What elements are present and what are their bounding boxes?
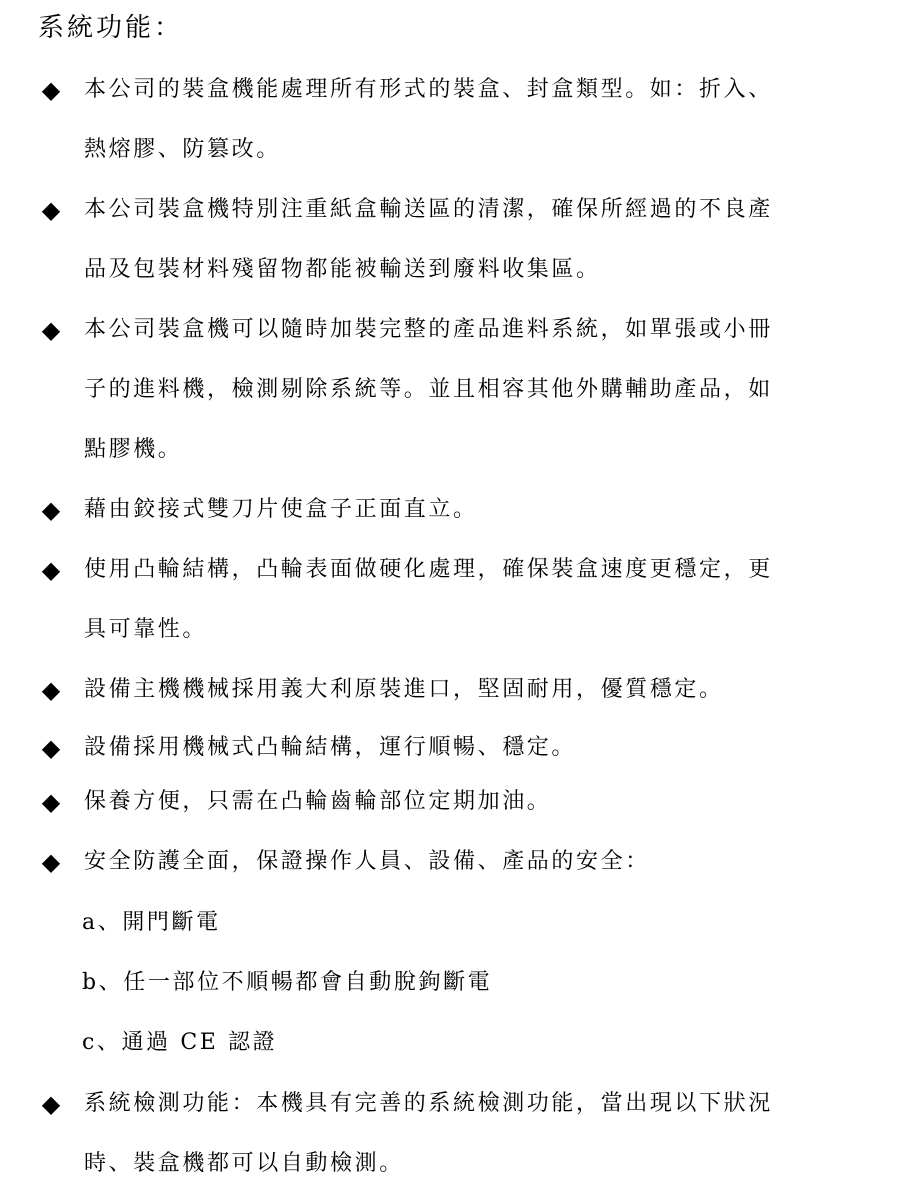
list-item-line: 具可靠性。: [84, 617, 208, 642]
safety-subitem-b: b、任一部位不順暢都會自動脫鉤斷電: [82, 970, 493, 995]
list-item-line: 藉由鉸接式雙刀片使盒子正面直立。: [84, 497, 478, 522]
diamond-bullet-icon: ◆: [41, 556, 61, 584]
list-item-text: [84, 480, 874, 540]
list-item-text: [84, 772, 874, 832]
page-title: 系統功能：: [38, 13, 184, 43]
list-item-text: [84, 180, 874, 300]
list-item-line: 使用凸輪結構，凸輪表面做硬化處理，確保裝盒速度更穩定，更: [84, 557, 773, 582]
list-item-line: 本公司裝盒機可以隨時加裝完整的產品進料系統，如單張或小冊: [84, 317, 773, 342]
list-item-line: 本公司的裝盒機能處理所有形式的裝盒、封盒類型。如：折入、: [84, 77, 773, 102]
list-item-line: 子的進料機，檢測剔除系統等。並且相容其他外購輔助產品，如: [84, 377, 773, 402]
list-item-text: [84, 718, 874, 778]
list-item-line: 點膠機。: [84, 437, 183, 462]
list-item-line: 本公司裝盒機特別注重紙盒輸送區的清潔，確保所經過的不良產: [84, 197, 773, 222]
list-item-text: [84, 540, 874, 660]
safety-subitem-a: a、開門斷電: [82, 910, 221, 935]
list-item-text: [84, 300, 874, 480]
list-item-line: 設備主機機械採用義大利原裝進口，堅固耐用，優質穩定。: [84, 677, 724, 702]
list-item-line: 保養方便，只需在凸輪齒輪部位定期加油。: [84, 789, 552, 814]
list-item-text: [84, 60, 874, 180]
list-item-text: [84, 660, 874, 720]
list-item-text: [84, 1074, 874, 1194]
diamond-bullet-icon: ◆: [41, 848, 61, 876]
list-item-line: 品及包裝材料殘留物都能被輸送到廢料收集區。: [84, 257, 601, 282]
list-item-line: 設備採用機械式凸輪結構，運行順暢、穩定。: [84, 735, 577, 760]
list-item-line: 系統檢測功能：本機具有完善的系統檢測功能，當出現以下狀況: [84, 1091, 773, 1116]
diamond-bullet-icon: ◆: [41, 788, 61, 816]
diamond-bullet-icon: ◆: [41, 196, 61, 224]
safety-subitem-c: c、通過 CE 認證: [82, 1030, 278, 1055]
list-item-line: 時、裝盒機都可以自動檢測。: [84, 1151, 404, 1176]
list-item-text: [84, 832, 874, 892]
diamond-bullet-icon: ◆: [41, 676, 61, 704]
diamond-bullet-icon: ◆: [41, 76, 61, 104]
diamond-bullet-icon: ◆: [41, 734, 61, 762]
diamond-bullet-icon: ◆: [41, 496, 61, 524]
diamond-bullet-icon: ◆: [41, 1090, 61, 1118]
list-item-line: 熱熔膠、防篡改。: [84, 137, 281, 162]
list-item-line: 安全防護全面，保證操作人員、設備、產品的安全：: [84, 849, 650, 874]
diamond-bullet-icon: ◆: [41, 316, 61, 344]
